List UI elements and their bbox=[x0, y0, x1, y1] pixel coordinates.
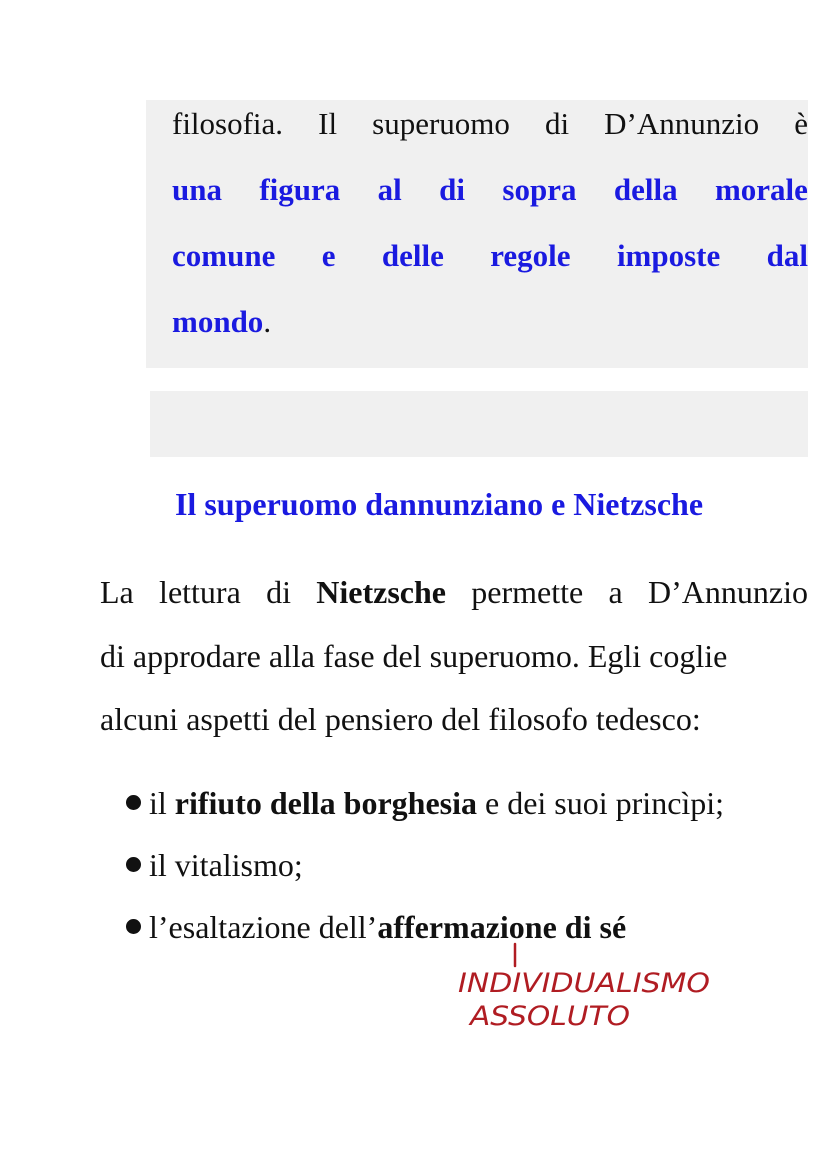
word: D’Annunzio bbox=[604, 106, 760, 141]
bold-text: affermazione di sé bbox=[377, 909, 627, 945]
word: filosofia. bbox=[172, 106, 284, 141]
word: di bbox=[266, 574, 291, 610]
word: al bbox=[377, 172, 402, 207]
period: . bbox=[263, 304, 272, 339]
word: superuomo bbox=[372, 106, 510, 141]
handwritten-annotation bbox=[440, 940, 730, 1035]
paragraph-line-2: di approdare alla fase del superuomo. Egli coglie bbox=[100, 638, 728, 674]
word: morale bbox=[714, 172, 808, 207]
bullet-item-2 bbox=[126, 845, 303, 885]
bullet-text: l’esaltazione dell’ bbox=[149, 909, 378, 945]
empty-box bbox=[150, 391, 808, 457]
word: D’Annunzio bbox=[648, 574, 808, 610]
bullet-dot bbox=[126, 919, 141, 934]
word: è bbox=[794, 106, 808, 141]
paragraph-line-3: alcuni aspetti del pensiero del filosofo tedesco: bbox=[100, 701, 701, 737]
box-line-4 bbox=[172, 302, 808, 342]
section-title: Il superuomo dannunziano e Nietzsche bbox=[174, 486, 704, 522]
paragraph-line-1 bbox=[100, 572, 808, 612]
word: sopra bbox=[502, 172, 577, 207]
bullet-dot bbox=[126, 857, 141, 872]
bold-word: Nietzsche bbox=[316, 574, 446, 610]
word: a bbox=[608, 574, 623, 610]
annotation-line-2: ASSOLUTO bbox=[467, 1001, 630, 1032]
word: di bbox=[544, 106, 570, 141]
word: di bbox=[439, 172, 466, 207]
word: permette bbox=[471, 574, 584, 610]
word: mondo bbox=[172, 304, 264, 339]
word: una bbox=[172, 172, 222, 207]
word: delle bbox=[381, 238, 444, 273]
word: comune bbox=[172, 238, 276, 273]
box-line-2 bbox=[172, 170, 808, 210]
bullet-text: e dei suoi princìpi; bbox=[477, 785, 725, 821]
word: figura bbox=[259, 172, 341, 207]
highlighted-text: il vitalismo; bbox=[149, 847, 303, 883]
word: imposte bbox=[616, 238, 721, 273]
bullet-text: il bbox=[149, 785, 175, 821]
word: regole bbox=[490, 238, 571, 273]
word: La bbox=[100, 574, 134, 610]
bullet-item-1 bbox=[126, 783, 724, 823]
word: della bbox=[613, 172, 678, 207]
word: e bbox=[321, 238, 336, 273]
bullet-dot bbox=[126, 795, 141, 810]
annotation-line-1: INDIVIDUALISMO bbox=[458, 968, 710, 999]
word: lettura bbox=[159, 574, 241, 610]
box-line-1 bbox=[172, 104, 808, 144]
word: Il bbox=[318, 106, 338, 141]
word: dal bbox=[766, 238, 808, 273]
box-line-3 bbox=[172, 236, 808, 276]
highlighted-text: rifiuto della borghesia bbox=[174, 785, 477, 821]
